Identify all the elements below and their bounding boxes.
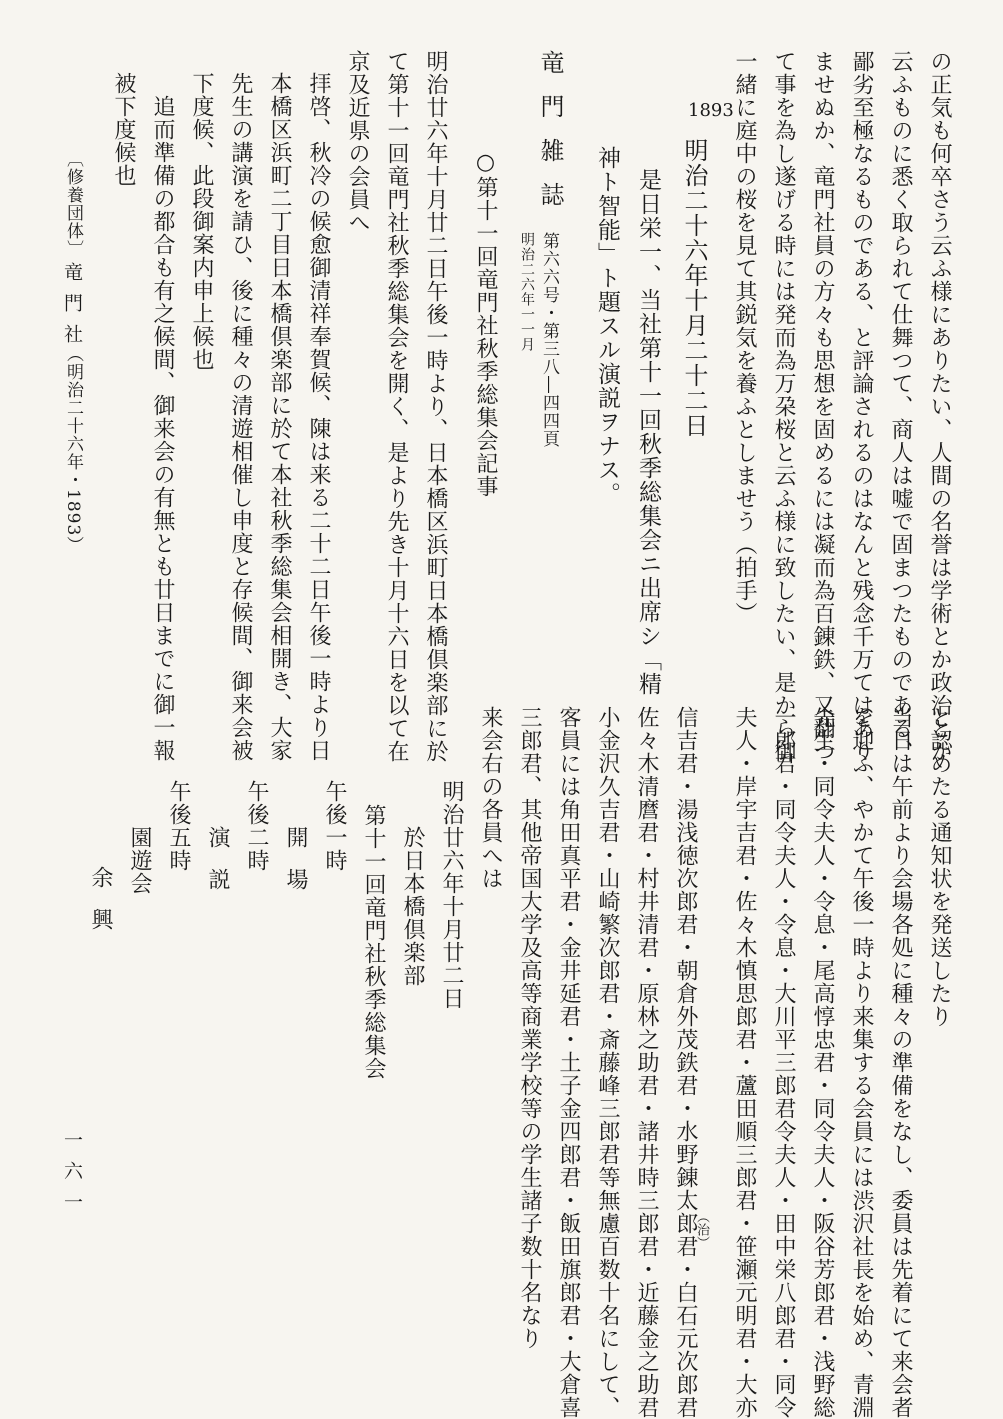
body-line-6: 先生の講演を請ひ、後に種々の清遊相催し申度と存候間、御来会被 — [228, 72, 253, 762]
source-title: 竜門雑誌 — [536, 50, 564, 226]
bottom-line-4: 先生・同令夫人・令息・尾高惇忠君・同令夫人・阪谷芳郎君・浅野総 — [810, 706, 835, 1419]
bottom-line-2: 当日は午前より会場各処に種々の準備をなし、委員は先着にて来会者 — [888, 706, 913, 1419]
source-ref-1: 第六六号・第三八―四四頁 — [539, 232, 559, 448]
date-heading: 明治二十六年十月二十二日 — [680, 138, 708, 438]
annotation-zhi: （治） — [694, 1210, 709, 1249]
footer-era: （明治二十六年・1893） — [63, 345, 83, 555]
schedule-time-3: 午後五時 — [166, 780, 191, 872]
body-line-5: 本橋区浜町二丁目日本橋倶楽部に於て本社秋季総集会相開き、大家 — [267, 72, 292, 762]
bottom-line-1: と認めたる通知状を発送したり — [927, 706, 952, 1028]
program-title: 第十一回竜門社秋季総集会 — [361, 804, 386, 1080]
body-line-8: 追而準備の都合も有之候間、御来会の有無とも廿日までに御一報 — [150, 95, 175, 762]
bottom-line-6: 夫人・岸宇吉君・佐々木慎思郎君・蘆田順三郎君・笹瀬元明君・大亦 — [732, 706, 757, 1419]
event-line-1: 是日栄一、当社第十一回秋季総集会ニ出席シ「精 — [635, 168, 661, 696]
bottom-line-8: 佐々木清麿君・村井清君・原林之助君・諸井時三郎君・近藤金之助君 — [634, 706, 659, 1419]
body-line-2: て第十一回竜門社秋季総集会を開く、是より先き十月十六日を以て在 — [384, 50, 409, 763]
bottom-line-10: 客員には角田真平君・金井延君・土子金四郎君・飯田旗郎君・大倉喜 — [556, 706, 581, 1419]
bottom-line-5: 一郎君・同令夫人・令息・大川平三郎君令夫人・田中栄八郎君・同令 — [771, 706, 796, 1419]
body-line-4: 拝啓、秋冷の候愈御清祥奉賀候、陳は来る二十二日午後一時より日 — [306, 72, 331, 762]
bottom-line-7: 信吉君・湯浅徳次郎君・朝倉外茂鉄君・水野錬太郎君・白石元次郎君 — [673, 706, 698, 1419]
top-line-1: の正気も何卒さう云ふ様にありたい、人間の名誉は学術とか政治とか — [927, 50, 952, 763]
bottom-line-11: 三郎君、其他帝国大学及高等商業学校等の学生諸子数十名なり — [517, 706, 542, 1350]
top-line-3: 鄙劣至極なるものである、と評論されるのはなんと残念千万てはあり — [849, 50, 874, 763]
schedule-time-1: 午後一時 — [322, 780, 347, 872]
article-title: ○第十一回竜門社秋季総集会記事 — [473, 150, 498, 498]
footer-section: 〔修養団体〕 — [63, 150, 83, 258]
page-number: 一六一 — [61, 1130, 83, 1223]
event-line-2: 神ト智能」ト題スル演説ヲナス。 — [594, 146, 620, 506]
schedule-event-1: 開場 — [283, 826, 308, 910]
body-line-9: 被下度候也 — [111, 72, 136, 187]
bottom-line-9: 小金沢久吉君・山崎繁次郎君・斎藤峰三郎君等無慮百数十名にして、 — [595, 706, 620, 1419]
body-line-1: 明治廿六年十月廿二日午後一時より、日本橋区浜町日本橋倶楽部に於 — [423, 50, 448, 763]
body-line-7: 下度候、此段御案内申上候也 — [189, 72, 214, 371]
footer-org: 竜門社 — [61, 262, 83, 355]
program-venue: 於日本橋倶楽部 — [400, 826, 425, 987]
schedule-event-3: 園遊会 — [127, 826, 152, 895]
year-label: 1893 — [688, 100, 734, 121]
top-line-4: ませぬか、竜門社員の方々も思想を固めるには凝而為百錬鉄、又翻つ — [810, 50, 835, 763]
source-ref-2: 明治二六年一一月 — [519, 232, 535, 352]
bottom-line-12: 来会右の各員へは — [478, 706, 503, 890]
body-line-3: 京及近県の会員へ — [345, 50, 370, 234]
schedule-time-2: 午後二時 — [244, 780, 269, 872]
schedule-event-2: 演説 — [205, 826, 230, 910]
schedule-event-4: 余興 — [88, 866, 113, 950]
bottom-line-3: を迎ふ、やかて午後一時より来集する会員には渋沢社長を始め、青淵 — [849, 706, 874, 1419]
top-line-5: て事を為し遂げる時には発而為万朶桜と云ふ様に致したい、是から御 — [771, 50, 796, 763]
program-date: 明治廿六年十月廿二日 — [439, 780, 464, 1010]
top-line-6: 一緒に庭中の桜を見て其鋭気を養ふとしませう（拍手） — [732, 50, 757, 625]
top-line-2: 云ふものに悉く取られて仕舞つて、商人は嘘で固まつたものである、 — [888, 50, 913, 763]
